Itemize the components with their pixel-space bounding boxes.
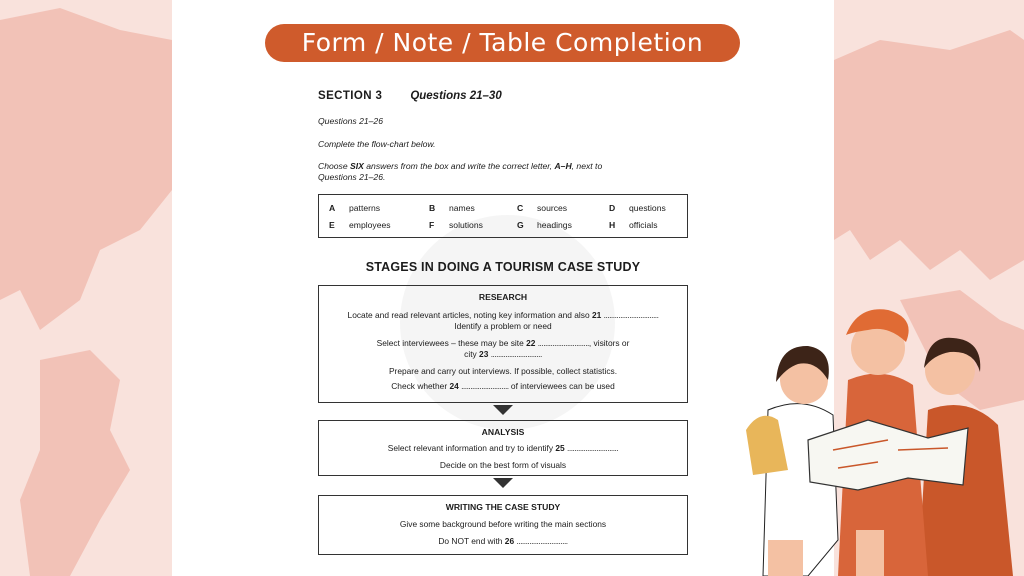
option-a: A patterns (329, 203, 381, 213)
option-h: H officials (609, 220, 658, 230)
flow-arrow-2 (493, 478, 513, 488)
option-g: G headings (517, 220, 572, 230)
section-label: SECTION 3 (318, 90, 383, 102)
option-d: D questions (609, 203, 666, 213)
instruction-1: Complete the flow-chart below. (318, 139, 436, 149)
stage-writing (318, 495, 688, 555)
analysis-heading: ANALYSIS (481, 427, 525, 437)
section-questions: Questions 21–30 (410, 90, 502, 102)
flow-arrow-1 (493, 405, 513, 415)
section-heading (318, 90, 502, 102)
option-c: C sources (517, 203, 568, 213)
research-line-3: Select interviewees – these may be site 22 ............................, visitors or (376, 338, 630, 348)
analysis-line-1: Select relevant information and try to identify 25 ............................ (387, 443, 619, 453)
research-line-6: Check whether 24 .......................... of interviewees can be used (391, 381, 615, 391)
travellers-illustration (738, 300, 1024, 576)
options-box (318, 194, 688, 238)
instruction-2-line2: Questions 21–26. (318, 172, 386, 182)
page-title-banner: Form / Note / Table Completion (265, 24, 740, 62)
stage-analysis (318, 420, 688, 476)
writing-line-2: Do NOT end with 26 ............................ (438, 536, 568, 546)
analysis-line-2: Decide on the best form of visuals (439, 460, 567, 470)
option-b: B names (429, 203, 475, 213)
instruction-2: Choose SIX answers from the box and write the correct letter, A–H, next to (318, 161, 603, 171)
option-e: E employees (329, 220, 391, 230)
flowchart-title: STAGES IN DOING A TOURISM CASE STUDY (365, 260, 641, 274)
research-line-1: Locate and read relevant articles, noting key information and also 21 .............................. (347, 310, 659, 320)
stage-research (318, 285, 688, 403)
research-line-4: city 23 ............................ (464, 349, 542, 359)
research-line-2: Identify a problem or need (454, 321, 552, 331)
research-heading: RESEARCH (478, 292, 528, 302)
option-f: F solutions (429, 220, 483, 230)
subquestions-label: Questions 21–26 (318, 116, 383, 126)
writing-heading: WRITING THE CASE STUDY (445, 502, 561, 512)
writing-line-1: Give some background before writing the main sections (399, 519, 607, 529)
research-line-5: Prepare and carry out interviews. If possible, collect statistics. (388, 366, 618, 376)
